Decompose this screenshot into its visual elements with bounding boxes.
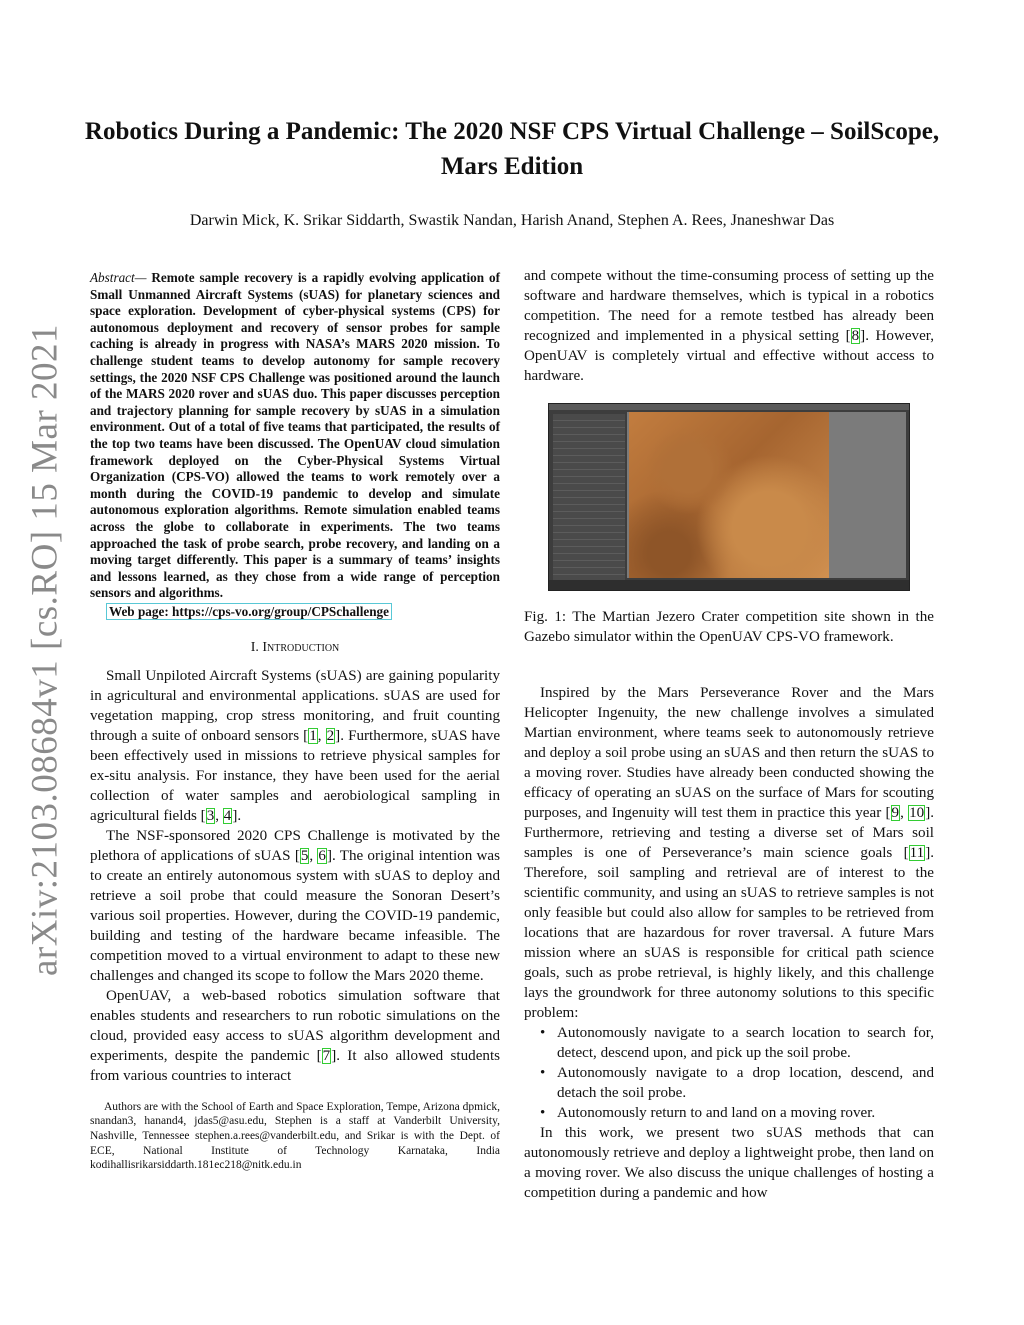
gazebo-screenshot-figure bbox=[548, 403, 910, 591]
citation-link[interactable]: 9 bbox=[891, 805, 900, 821]
list-item: • Autonomously return to and land on a moving rover. bbox=[557, 1103, 934, 1123]
simulator-menubar bbox=[549, 404, 909, 410]
right-paragraph-0: and compete without the time-consuming process of setting up the software and hardware themselves, which is typical in a robotics competition. The need for a remote testbed has already been recognized and implemented in a physical setting [8]. However, OpenUAV is completely virtual and effective without access to hardware. bbox=[524, 268, 934, 384]
section-number: I. bbox=[250, 639, 263, 655]
figure-caption: Fig. 1: The Martian Jezero Crater competition site shown in the Gazebo simulator within the OpenUAV CPS-VO framework. bbox=[524, 609, 934, 645]
section-heading bbox=[90, 638, 500, 658]
intro-paragraph-3: OpenUAV, a web-based robotics simulation software that enables students and researchers to run robotic simulations on the cloud, provided easy access to sUAS algorithm development and experiments, despite the pandemic [7]. It also allowed students from various countries to interact bbox=[90, 987, 501, 1084]
arxiv-sidebar-stamp bbox=[22, 323, 68, 977]
abstract-text: Remote sample recovery is a rapidly evolving application of Small Unmanned Aircraft Systems (sUAS) for planetary sciences and space exploration. Development of cyber-physical systems (CPS) for autonomous deployment and recovery of sensor probes for sample caching is already in progress with NASA’s MARS 2020 mission. To challenge student teams to develop autonomy for sample recovery settings, the 2020 NSF CPS Challenge was positioned around the launch of the MARS 2020 rover and sUAS duo. This paper discusses perception and trajectory planning for sample recovery by sUAS in a simulation environment. Out of a total of five teams that participated, the results of the top two teams have been discussed. The OpenUAV cloud simulation framework deployed on the Cyber-Physical Systems Virtual Organization (CPS-VO) allowed the teams to work remotely over a month during the COVID-19 pandemic to develop and simulate autonomous exploration algorithms. Remote simulation enabled teams across the globe to collaborate in experiments. The two teams approached the task of probe search, probe recovery, and landing on a moving target differently. This paper is a summary of teams’ insights and lessons learned, as they chose from a wide range of perception sensors and algorithms. bbox=[90, 270, 500, 601]
citation-link[interactable]: 1 bbox=[309, 727, 317, 744]
abstract bbox=[90, 270, 500, 602]
list-item: • Autonomously navigate to a search location to search for, detect, descend upon, and pick up the soil probe. bbox=[557, 1023, 934, 1063]
intro-paragraph-1: Small Unpiloted Aircraft Systems (sUAS) are gaining popularity in agricultural and environmental applications. sUAS are used for vegetation mapping, crop stress monitoring, and fruit counting through a suite of onboard sensors [1, 2]. Furthermore, sUAS have been effectively used in missions to retrieve physical samples for ex-situ analysis. For instance, they have been used for the aerial collection of water samples and aerobiological sampling in agricultural fields [3, 4]. bbox=[90, 667, 501, 824]
citation-link[interactable]: 5 bbox=[300, 847, 309, 864]
mars-terrain-image bbox=[629, 412, 829, 578]
simulator-viewport bbox=[627, 412, 906, 578]
author-list: Darwin Mick, K. Srikar Siddarth, Swastik Nandan, Harish Anand, Stephen A. Rees, Jnaneshwar Das bbox=[189, 212, 835, 229]
list-item: • Autonomously navigate to a drop location, descend, and detach the soil probe. bbox=[557, 1063, 934, 1103]
citation-link[interactable]: 3 bbox=[206, 807, 215, 824]
left-column bbox=[90, 266, 500, 1173]
citation-link[interactable]: 2 bbox=[326, 727, 335, 744]
web-page-link[interactable]: Web page: https://cps-vo.org/group/CPSchallenge bbox=[106, 603, 392, 620]
simulator-statusbar bbox=[549, 580, 909, 590]
citation-link[interactable]: 10 bbox=[909, 805, 925, 821]
right-column bbox=[524, 266, 934, 1203]
abstract-lead: Abstract— bbox=[90, 270, 147, 285]
citation-link[interactable]: 8 bbox=[851, 328, 860, 344]
citation-link[interactable]: 11 bbox=[909, 845, 925, 861]
citation-link[interactable]: 6 bbox=[318, 847, 326, 864]
author-footnote: Authors are with the School of Earth and Space Exploration, Tempe, Arizona dpmick, snandan3, hanand4, jdas5@asu.edu, Stephen is a staff at Vanderbilt University, Nashville, Tennessee stephen.a.rees@vanderbilt.edu, and Srikar is with the Dept. of ECE, National Institute of Technology Karnataka, India kodihallisrikarsiddarth.181ec218@nitk.edu.in bbox=[90, 1100, 500, 1172]
citation-link[interactable]: 4 bbox=[223, 807, 232, 824]
arxiv-identifier: arXiv:2103.08684v1 [cs.RO] 15 Mar 2021 bbox=[24, 323, 66, 977]
citation-link[interactable]: 7 bbox=[322, 1047, 331, 1064]
right-paragraph-1: Inspired by the Mars Perseverance Rover and the Mars Helicopter Ingenuity, the new challenge involves a simulated Martian environment, where teams seek to autonomously retrieve and deploy a soil probe using an sUAS and then return the sUAS to a moving rover. Studies have already been conducted showing the efficacy of operating an sUAS on the surface of Mars for scouting purposes, and Ingenuity will test them in practice this year [9, 10]. Furthermore, retrieving and testing a diverse set of Mars soil samples is one of Perseverance’s main science goals [11]. Therefore, soil sampling and retrieval are of interest to the scientific community, and using an sUAS to retrieve samples is not only feasible but could also allow for samples to be retrieved from locations that are hazardous for rover traversal. A future Mars mission where an sUAS is responsible for critical path science goals, such as probe retrieval, is highly likely, and this challenge lays the groundwork for three autonomy solutions to this specific problem: bbox=[524, 685, 934, 1021]
simulator-side-panel bbox=[553, 414, 625, 582]
goal-list bbox=[524, 1023, 934, 1123]
intro-paragraph-2: The NSF-sponsored 2020 CPS Challenge is motivated by the plethora of applications of sUAS [5, 6]. The original intention was to create an entirely autonomous system with sUAS to deploy and retrieve a soil probe that could measure the Sonoran Desert’s various soil properties. However, during the COVID-19 pandemic, building and testing of the hardware became infeasible. The competition moved to a virtual environment to adapt to these new challenges and changed its scope to follow the Mars 2020 theme. bbox=[90, 827, 500, 984]
section-name: Introduction bbox=[262, 639, 340, 655]
right-paragraph-2: In this work, we present two sUAS methods that can autonomously retrieve and deploy a lightweight probe, then land on a moving rover. We also discuss the unique challenges of hosting a competition during a pandemic and how bbox=[524, 1125, 934, 1201]
paper-title: Robotics During a Pandemic: The 2020 NSF CPS Virtual Challenge – SoilScope, Mars Edition bbox=[84, 118, 940, 180]
